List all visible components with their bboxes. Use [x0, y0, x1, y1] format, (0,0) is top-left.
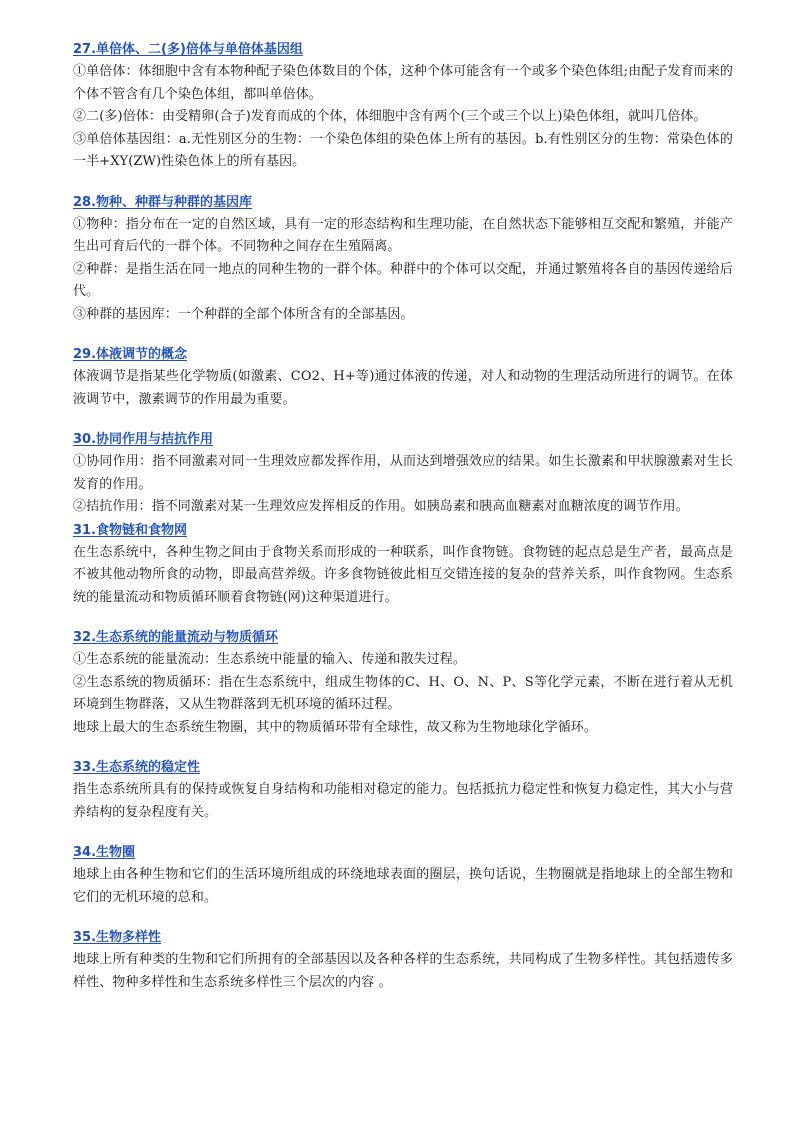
paragraph: ②种群：是指生活在同一地点的同种生物的一群个体。种群中的个体可以交配，并通过繁殖将各自的基因传递给后代。 — [73, 261, 733, 299]
section-29 — [73, 343, 733, 411]
section-heading-30[interactable]: 30.协同作用与拮抗作用 — [73, 432, 214, 447]
paragraph: 体液调节是指某些化学物质(如激素、CO2、H+等)通过体液的传递，对人和动物的生理活动所进行的调节。在体液调节中，激素调节的作用最为重要。 — [73, 369, 733, 407]
section-35 — [73, 926, 733, 994]
spacer — [73, 609, 733, 626]
section-32 — [73, 626, 733, 739]
spacer — [73, 909, 733, 926]
section-heading-28[interactable]: 28.物种、种群与种群的基因库 — [73, 194, 253, 210]
paragraph: ①协同作用：指不同激素对同一生理效应都发挥作用，从而达到增强效应的结果。如生长激素和甲状腺激素对生长发育的作用。 — [73, 454, 733, 492]
spacer — [73, 739, 733, 756]
section-heading-33[interactable]: 33.生态系统的稳定性 — [73, 760, 201, 775]
section-heading-27[interactable]: 27.单倍体、二(多)倍体与单倍体基因组 — [73, 42, 303, 57]
spacer — [73, 326, 733, 343]
paragraph: ②生态系统的物质循环：指在生态系统中，组成生物体的C、H、O、N、P、S等化学元素，不断在进行着从无机环境到生物群落，又从生物群落到无机环境的循环过程。 — [73, 674, 733, 712]
section-heading-29[interactable]: 29.体液调节的概念 — [73, 347, 188, 362]
paragraph: ①物种：指分布在一定的自然区域，具有一定的形态结构和生理功能，在自然状态下能够相互交配和繁殖，并能产生出可育后代的一群个体。不同物种之间存在生殖隔离。 — [73, 216, 733, 254]
paragraph: 地球上所有种类的生物和它们所拥有的全部基因以及各种各样的生态系统，共同构成了生物多样性。其包括遗传多样性、物种多样性和生态系统多样性三个层次的内容 。 — [73, 952, 733, 990]
section-heading-34[interactable]: 34.生物圈 — [73, 845, 136, 860]
section-30 — [73, 428, 733, 519]
paragraph: ②拮抗作用：指不同激素对某一生理效应发挥相反的作用。如胰岛素和胰高血糖素对血糖浓度的调节作用。 — [73, 499, 689, 514]
paragraph: 指生态系统所具有的保持或恢复自身结构和功能相对稳定的能力。包括抵抗力稳定性和恢复力稳定性，其大小与营养结构的复杂程度有关。 — [73, 782, 733, 820]
section-heading-32[interactable]: 32.生态系统的能量流动与物质循环 — [73, 630, 279, 645]
paragraph: ③单倍体基因组：a.无性别区分的生物：一个染色体组的染色体上所有的基因。b.有性别区分的生物：常染色体的一半+XY(ZW)性染色体上的所有基因。 — [73, 131, 733, 169]
paragraph: ①单倍体：体细胞中含有本物种配子染色体数目的个体，这种个体可能含有一个或多个染色体组;由配子发育而来的个体不管含有几个染色体组，都叫单倍体。 — [73, 64, 733, 102]
section-34 — [73, 841, 733, 909]
section-33 — [73, 756, 733, 824]
section-27 — [73, 38, 733, 174]
section-28 — [73, 191, 733, 327]
section-heading-35[interactable]: 35.生物多样性 — [73, 930, 162, 945]
paragraph: ③种群的基因库：一个种群的全部个体所含有的全部基因。 — [73, 306, 414, 322]
paragraph: ①生态系统的能量流动：生态系统中能量的输入、传递和散失过程。 — [73, 652, 467, 667]
paragraph: ②二(多)倍体：由受精卵(合子)发育而成的个体，体细胞中含有两个(三个或三个以上)染色体组，就叫几倍体。 — [73, 109, 707, 124]
spacer — [73, 174, 733, 191]
section-heading-31[interactable]: 31.食物链和食物网 — [73, 522, 188, 538]
document-page — [73, 38, 733, 994]
paragraph: 地球上由各种生物和它们的生活环境所组成的环绕地球表面的圈层，换句话说，生物圈就是指地球上的全部生物和它们的无机环境的总和。 — [73, 867, 733, 905]
spacer — [73, 411, 733, 428]
paragraph: 地球上最大的生态系统生物圈，其中的物质循环带有全球性，故又称为生物地球化学循环。 — [73, 719, 598, 735]
section-31 — [73, 519, 733, 610]
spacer — [73, 824, 733, 841]
paragraph: 在生态系统中，各种生物之间由于食物关系而形成的一种联系，叫作食物链。食物链的起点总是生产者，最高点是不被其他动物所食的动物，即最高营养级。许多食物链彼此相互交错连接的复杂的营养关系，叫作食物网。生态系统的能量流动和物质循环顺着食物链(网)这种渠道进行。 — [73, 544, 733, 605]
